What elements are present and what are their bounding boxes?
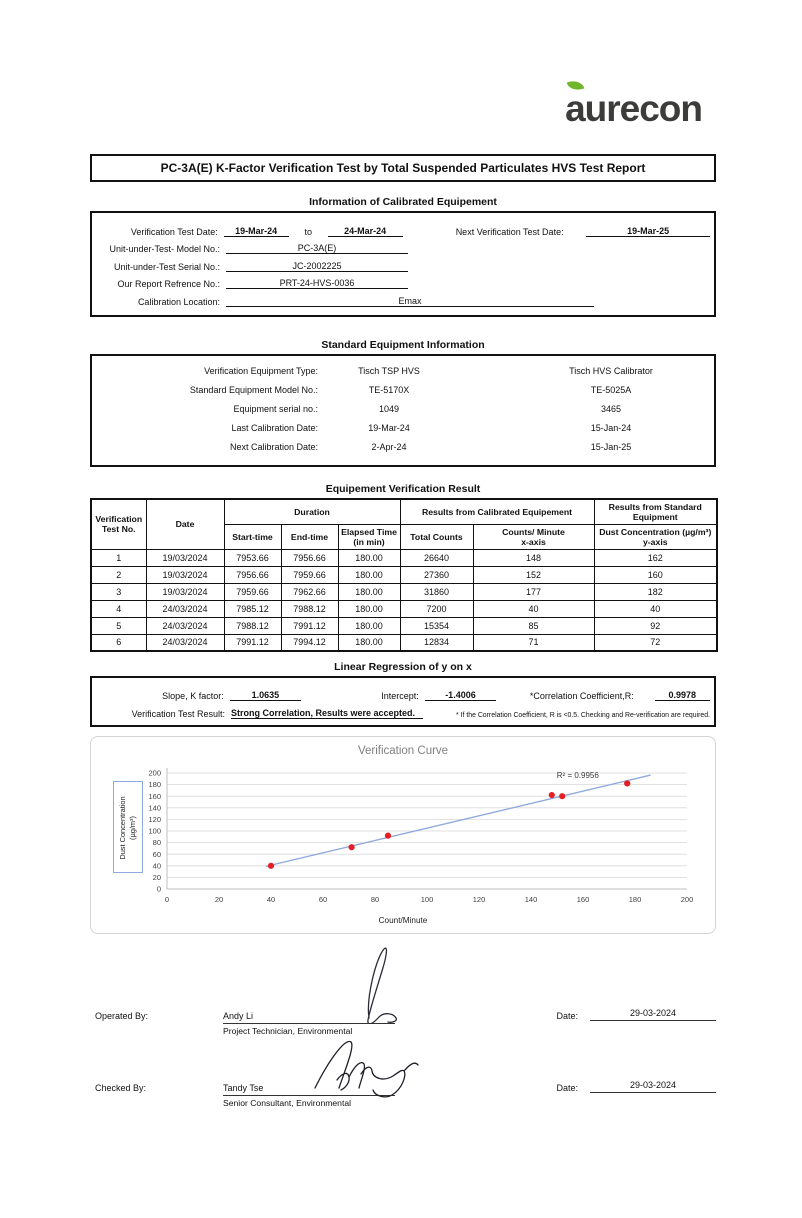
calibrated-info-box (90, 211, 716, 317)
cell: 7994.12 (281, 634, 338, 651)
cell: 7953.66 (224, 549, 281, 566)
col-elapsed: Elapsed Time (in min) (338, 524, 400, 549)
cell: 7962.66 (281, 583, 338, 600)
std-col1-value: TE-5170X (368, 385, 410, 395)
operated-name: Andy Li (223, 1011, 395, 1024)
data-point (268, 863, 274, 869)
section-heading-standard: Standard Equipment Information (321, 338, 485, 351)
correlation-value: 0.9978 (655, 690, 710, 701)
cell: 7988.12 (224, 617, 281, 634)
field-label: Next Verification Test Date: (455, 226, 564, 237)
cell: 40 (473, 600, 594, 617)
report-title: PC-3A(E) K-Factor Verification Test by Total Suspended Particulates HVS Test Report (90, 154, 716, 182)
field-label: Standard Equipment Model No.: (189, 385, 318, 395)
cell: 180.00 (338, 617, 400, 634)
cell: 72 (594, 634, 717, 651)
calibration-location-value: Emax (226, 296, 594, 307)
x-tick-label: 200 (680, 895, 694, 904)
group-standard: Results from Standard Equipment (594, 499, 717, 525)
report-page (0, 84, 802, 1108)
verification-curve-chart (90, 736, 716, 934)
checked-name-block (223, 1083, 395, 1108)
cell: 7991.12 (224, 634, 281, 651)
model-no-value: PC-3A(E) (226, 243, 408, 254)
logo-row (0, 84, 702, 136)
x-tick-label: 100 (420, 895, 434, 904)
cell: 40 (594, 600, 717, 617)
section-heading-results: Equipement Verification Result (325, 482, 481, 495)
cell: 7200 (400, 600, 473, 617)
cell: 182 (594, 583, 717, 600)
field-label: Verification Test Result: (131, 709, 225, 719)
checked-by-label: Checked By: (95, 1083, 147, 1093)
std-col1-value: 19-Mar-24 (368, 423, 410, 433)
checked-date-block (556, 1080, 716, 1093)
y-tick-label: 140 (148, 803, 161, 813)
field-label: Slope, K factor: (162, 691, 224, 701)
std-row (96, 438, 710, 457)
cell: 15354 (400, 617, 473, 634)
cell: 180.00 (338, 583, 400, 600)
field-label: *Correlation Coefficient,R: (529, 691, 634, 701)
col-counts-minute: Counts/ Minute x-axis (473, 524, 594, 549)
cell: 12834 (400, 634, 473, 651)
intercept-value: -1.4006 (425, 690, 496, 701)
cell: 4 (91, 600, 146, 617)
y-tick-label: 0 (156, 884, 161, 894)
std-col2-value: Tisch HVS Calibrator (569, 366, 653, 376)
regression-result-row (96, 701, 710, 719)
x-tick-label: 0 (164, 895, 170, 904)
serial-no-value: JC-2002225 (226, 261, 408, 272)
std-row (96, 381, 710, 400)
y-axis-title-line1: Dust Concentration (118, 796, 127, 860)
cell: 31860 (400, 583, 473, 600)
y-tick-label: 20 (152, 873, 161, 882)
y-tick-label: 200 (148, 768, 161, 778)
data-point (385, 833, 391, 839)
field-label: Verification Test Date: (130, 226, 218, 237)
x-tick-label: 40 (266, 895, 276, 904)
col-dust-concentration: Dust Concentration (µg/m³) y-axis (594, 524, 717, 549)
cell: 27360 (400, 566, 473, 583)
operated-date: 29-03-2024 (590, 1008, 716, 1021)
aurecon-logo (565, 84, 702, 136)
cell: 180.00 (338, 600, 400, 617)
field-label: Calibration Location: (137, 296, 220, 307)
data-point (349, 844, 355, 850)
cell: 24/03/2024 (146, 600, 224, 617)
date-label: Date: (556, 1083, 578, 1093)
y-tick-label: 100 (148, 826, 161, 836)
y-axis-title (114, 782, 144, 874)
cell: 19/03/2024 (146, 566, 224, 583)
operated-title: Project Technician, Environmental (223, 1026, 353, 1036)
std-col2-value: 15-Jan-25 (590, 442, 632, 452)
std-col1-value: Tisch TSP HVS (358, 366, 420, 376)
group-duration: Duration (224, 499, 400, 525)
standard-equipment-box (90, 354, 716, 467)
cell: 152 (473, 566, 594, 583)
operated-by-label: Operated By: (95, 1011, 149, 1021)
cell: 7956.66 (281, 549, 338, 566)
cell: 7985.12 (224, 600, 281, 617)
test-date-to: 24-Mar-24 (328, 226, 403, 237)
info-row (96, 254, 710, 272)
trend-line (266, 775, 651, 866)
x-tick-label: 120 (472, 895, 486, 904)
x-tick-label: 180 (628, 895, 642, 904)
cell: 162 (594, 549, 717, 566)
field-label: Our Report Refrence No.: (117, 279, 220, 289)
x-tick-label: 160 (576, 895, 590, 904)
cell: 3 (91, 583, 146, 600)
y-tick-label: 40 (152, 861, 161, 871)
cell: 7959.66 (224, 583, 281, 600)
checked-date: 29-03-2024 (590, 1080, 716, 1093)
to-word: to (304, 226, 312, 237)
field-label: Last Calibration Date: (231, 423, 318, 433)
cell: 7988.12 (281, 600, 338, 617)
next-test-date: 19-Mar-25 (586, 226, 710, 237)
table-row (91, 583, 717, 600)
checked-by-row (95, 1080, 716, 1108)
table-row (91, 617, 717, 634)
cell: 19/03/2024 (146, 583, 224, 600)
checked-title: Senior Consultant, Environmental (223, 1098, 352, 1108)
info-row (96, 272, 710, 290)
section-heading-regression: Linear Regression of y on x (334, 661, 472, 673)
data-point (549, 792, 555, 798)
cell: 180.00 (338, 566, 400, 583)
col-test-no: Verification Test No. (91, 499, 146, 550)
header-row-1 (91, 499, 717, 525)
col-start-time: Start-time (224, 524, 281, 549)
results-table (90, 498, 718, 653)
cell: 24/03/2024 (146, 617, 224, 634)
cell: 160 (594, 566, 717, 583)
date-label: Date: (556, 1011, 578, 1021)
field-label: Verification Equipment Type: (204, 366, 318, 376)
report-ref-value: PRT-24-HVS-0036 (226, 278, 408, 289)
section-heading-calibrated: Information of Calibrated Equipement (309, 196, 497, 208)
y-tick-label: 120 (148, 815, 161, 824)
operated-name-block (223, 1011, 395, 1036)
x-tick-label: 20 (214, 895, 224, 904)
y-tick-label: 60 (152, 849, 161, 859)
cell: 7991.12 (281, 617, 338, 634)
cell: 85 (473, 617, 594, 634)
test-date-from: 19-Mar-24 (224, 226, 289, 237)
table-row (91, 600, 717, 617)
chart-title: Verification Curve (357, 745, 449, 757)
logo-text: aurecon (565, 88, 702, 129)
info-row (96, 237, 710, 255)
chart-canvas (91, 763, 715, 913)
cell: 148 (473, 549, 594, 566)
operated-date-block (556, 1008, 716, 1021)
std-row (96, 362, 710, 381)
std-col2-value: 3465 (600, 404, 622, 414)
cell: 180.00 (338, 634, 400, 651)
info-row (96, 289, 710, 307)
data-point (559, 793, 565, 799)
y-axis-title-box (113, 781, 143, 873)
col-end-time: End-time (281, 524, 338, 549)
cell: 5 (91, 617, 146, 634)
slope-value: 1.0635 (230, 690, 301, 701)
std-col1-value: 1049 (378, 404, 400, 414)
field-label: Equipment serial no.: (233, 404, 318, 414)
info-row-dates (96, 219, 710, 237)
cell: 177 (473, 583, 594, 600)
checked-name: Tandy Tse (223, 1083, 395, 1096)
y-axis-title-line2: (µg/m³) (128, 816, 137, 840)
cell: 6 (91, 634, 146, 651)
x-tick-label: 140 (524, 895, 538, 904)
std-col2-value: TE-5025A (590, 385, 632, 395)
field-label: Unit-under-Test- Model No.: (109, 244, 220, 254)
field-label: Unit-under-Test Serial No.: (113, 261, 220, 272)
cell: 180.00 (338, 549, 400, 566)
y-tick-label: 160 (148, 791, 161, 801)
table-row (91, 549, 717, 566)
std-row (96, 419, 710, 438)
verification-result: Strong Correlation, Results were accepted. (231, 708, 423, 719)
cell: 7959.66 (281, 566, 338, 583)
col-total-counts: Total Counts (400, 524, 473, 549)
x-axis-title: Count/Minute (378, 916, 428, 925)
std-row (96, 400, 710, 419)
r-squared-annotation: R² = 0.9956 (556, 771, 599, 781)
y-tick-label: 80 (152, 838, 161, 848)
regression-values-row (96, 683, 710, 701)
x-tick-label: 80 (370, 895, 380, 904)
table-row (91, 566, 717, 583)
x-tick-label: 60 (318, 895, 328, 904)
operated-by-row (95, 1008, 716, 1036)
table-row (91, 634, 717, 651)
regression-box (90, 676, 716, 727)
field-label: Next Calibration Date: (229, 442, 318, 452)
col-date: Date (146, 499, 224, 550)
cell: 71 (473, 634, 594, 651)
field-label: Intercept: (381, 691, 419, 701)
cell: 7956.66 (224, 566, 281, 583)
cell: 92 (594, 617, 717, 634)
group-calibrated: Results from Calibrated Equipement (400, 499, 594, 525)
std-col2-value: 15-Jan-24 (590, 423, 632, 433)
data-point (624, 780, 630, 786)
cell: 2 (91, 566, 146, 583)
y-tick-label: 180 (148, 780, 161, 790)
cell: 24/03/2024 (146, 634, 224, 651)
cell: 1 (91, 549, 146, 566)
cell: 26640 (400, 549, 473, 566)
std-col1-value: 2-Apr-24 (371, 442, 407, 452)
regression-footnote: * If the Correlation Coefficient, R is <0.5. Checking and Re-verification are required. (456, 712, 710, 719)
cell: 19/03/2024 (146, 549, 224, 566)
